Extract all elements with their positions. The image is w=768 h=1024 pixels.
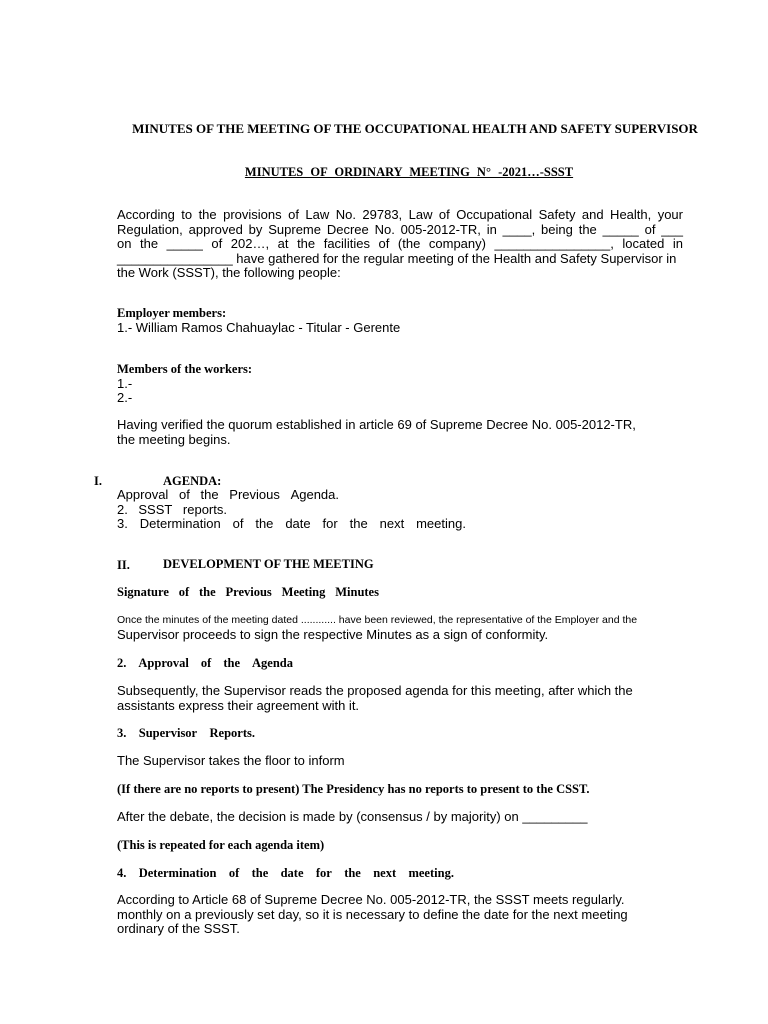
- next-meeting-line: ordinary of the SSST.: [117, 921, 240, 937]
- repeat-note: (This is repeated for each agenda item): [117, 838, 325, 852]
- approval-line: assistants express their agreement with it.: [117, 697, 360, 713]
- reports-note: (If there are no reports to present) The Presidency has no reports to present to the CSST.: [117, 782, 590, 796]
- quorum-line: Having verified the quorum established in article 69 of Supreme Decree No. 005-2012-TR,: [117, 417, 636, 432]
- intro-paragraph: [117, 208, 683, 281]
- next-meeting-line: monthly on a previously set day, so it is necessary to define the date for the next meeting: [117, 906, 628, 922]
- worker-member: 2.-: [117, 390, 133, 406]
- intro-line: the Work (SSST), the following people:: [117, 265, 341, 281]
- reports-text: The Supervisor takes the floor to inform: [117, 753, 345, 768]
- signature-heading: Signature of the Previous Meeting Minutes: [117, 585, 379, 599]
- quorum-paragraph: [117, 418, 683, 447]
- debate-text: After the debate, the decision is made by (consensus / by majority) on _________: [117, 809, 588, 824]
- agenda-roman-numeral: I.: [94, 474, 102, 488]
- employer-members-section: [117, 306, 683, 335]
- next-meeting-heading: 4. Determination of the date for the next meeting.: [117, 866, 454, 880]
- approval-paragraph: [117, 684, 683, 713]
- development-roman-numeral: II.: [117, 558, 130, 572]
- worker-members-heading: Members of the workers:: [117, 362, 253, 376]
- signature-paragraph: [117, 613, 683, 642]
- development-heading: DEVELOPMENT OF THE MEETING: [163, 557, 374, 571]
- next-meeting-paragraph: [117, 893, 683, 937]
- worker-members-section: [117, 362, 683, 406]
- reports-heading: 3. Supervisor Reports.: [117, 726, 255, 740]
- approval-heading: 2. Approval of the Agenda: [117, 656, 293, 670]
- agenda-item: 3. Determination of the date for the next meeting.: [117, 516, 466, 532]
- agenda-list: [117, 488, 683, 532]
- approval-line: Subsequently, the Supervisor reads the proposed agenda for this meeting, after which the: [117, 683, 633, 698]
- quorum-line: the meeting begins.: [117, 431, 231, 447]
- next-meeting-line: According to Article 68 of Supreme Decree No. 005-2012-TR, the SSST meets regularly.: [117, 892, 625, 907]
- agenda-heading: AGENDA:: [163, 474, 222, 488]
- signature-line: Supervisor proceeds to sign the respective Minutes as a sign of conformity.: [117, 626, 549, 642]
- intro-line: According to the provisions of Law No. 29783, Law of Occupational Safety and Health, your: [117, 207, 683, 222]
- intro-line: Regulation, approved by Supreme Decree No. 005-2012-TR, in ____, being the _____ of ___: [117, 221, 683, 237]
- worker-member: 1.-: [117, 375, 133, 391]
- document-title: MINUTES OF THE MEETING OF THE OCCUPATIONAL HEALTH AND SAFETY SUPERVISOR: [132, 121, 698, 136]
- agenda-item: Approval of the Previous Agenda.: [117, 487, 339, 502]
- signature-line: Once the minutes of the meeting dated ............ have been reviewed, the representative of the Employer and the: [117, 614, 638, 626]
- agenda-item: 2. SSST reports.: [117, 501, 227, 517]
- document-subtitle: MINUTES OF ORDINARY MEETING N° -2021…-SSST: [244, 165, 574, 179]
- employer-members-heading: Employer members:: [117, 306, 227, 320]
- intro-line: ________________ have gathered for the regular meeting of the Health and Safety Supervisor in: [117, 250, 677, 266]
- intro-line: on the _____ of 202…, at the facilities of (the company) ________________, located in: [117, 236, 683, 252]
- employer-member: 1.- William Ramos Chahuaylac - Titular - Gerente: [117, 319, 401, 335]
